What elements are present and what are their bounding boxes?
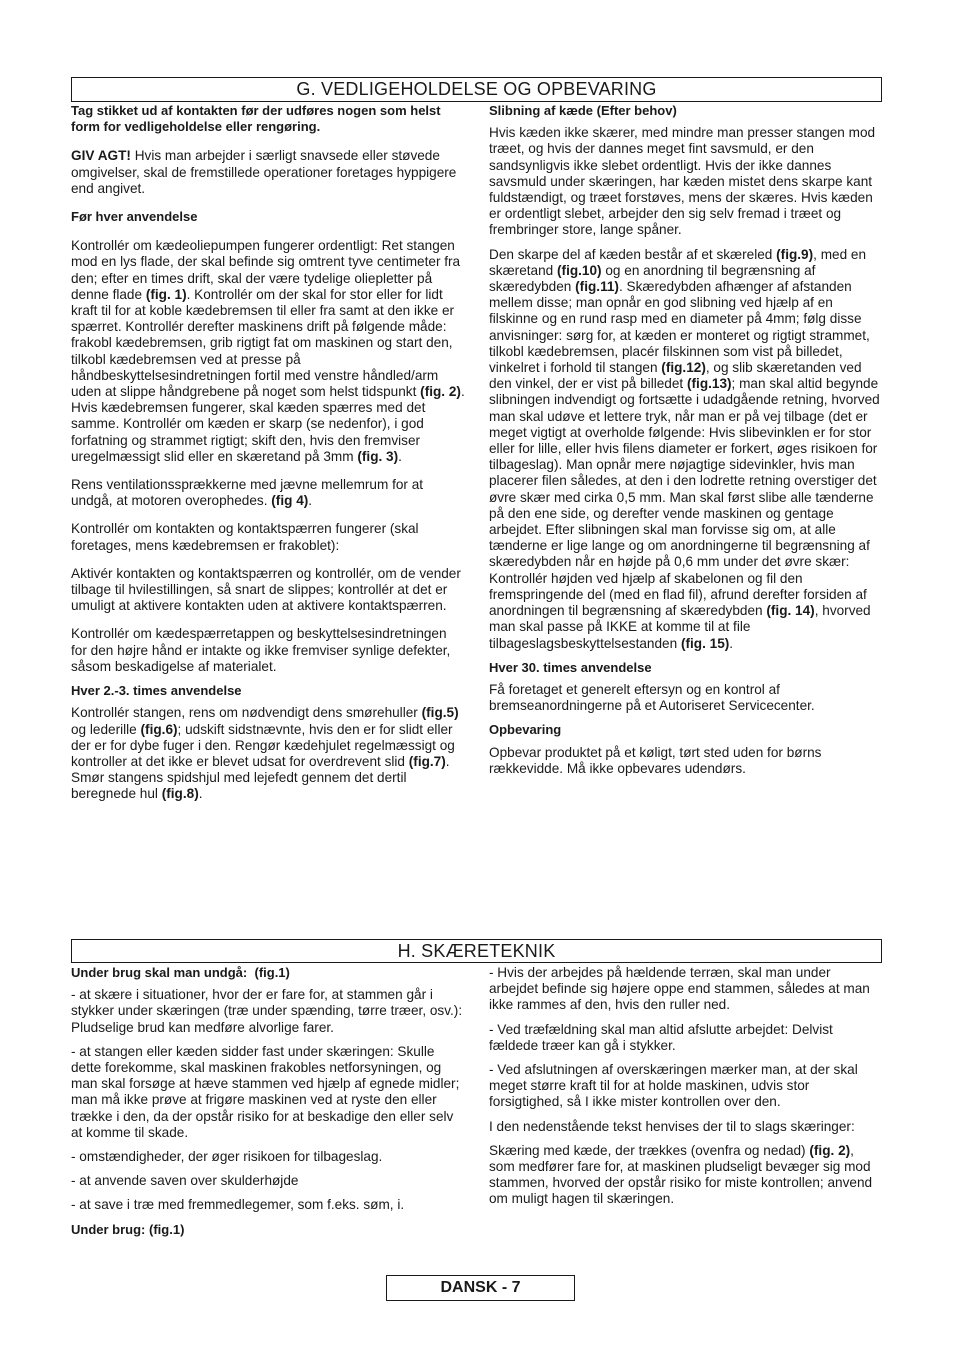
storage-heading: Opbevaring — [489, 722, 562, 738]
fig-ref: (fig.9) — [776, 246, 814, 262]
list-item: - Ved afslutningen af overskæringen mærker man, at der skal meget større kraft til for at holde maskinen, udvis stor forsigtighed, så I ikke mister kontrollen over den. — [489, 1062, 858, 1110]
fig-ref: (fig.8) — [161, 786, 199, 802]
text: Den skarpe del af kæden består af et skæreled — [489, 246, 773, 262]
fig-ref: (fig. 2) — [809, 1142, 851, 1158]
list-item: - Ved træfældning skal man altid afslutte arbejdet: Delvist fældede træer kan gå i stykker. — [489, 1021, 833, 1053]
paragraph-storage: Opbevar produktet på et køligt, tørt sted uden for børns rækkevidde. Må ikke opbevares udendørs. — [489, 744, 822, 776]
text: . Skæredybden afhænger af afstanden mellem disse; man opnår en god slibning ved hjælp af en filskinne og en rund rasp med en diameter på 4mm; følg disse anvisninger: sørg for, at kæden er monteret og rigtigt strammet, tilkobl kædebremsen, placér filskinnen som vist på billedet, vinkelret i forhold til stangen — [489, 279, 870, 376]
fig-ref: (fig. 14) — [766, 603, 815, 619]
fig-ref: (fig.1) — [254, 965, 290, 980]
text: . — [729, 635, 734, 651]
fig-ref: (fig. 1) — [145, 286, 187, 302]
fig-ref: (fig 4) — [271, 493, 309, 509]
text: . Hvis kædebremsen fungerer, skal kæden spærres med det samme. Kontrollér om kæden er skarp (se nedenfor), i god forfatning og strammet rigtigt; skift den, hvis den fremviser uregelmæssigt slid eller en skæretand på 3mm — [71, 384, 465, 464]
fig-ref: (fig.7) — [408, 753, 446, 769]
section-h-right-column — [489, 965, 883, 1216]
text: Under brug skal man undgå: — [71, 965, 248, 980]
fig-ref: (fig.12) — [661, 360, 706, 376]
text: Under brug: — [71, 1221, 146, 1237]
giv-agt-paragraph — [71, 148, 466, 197]
paragraph-switch-activate: Aktivér kontakten og kontaktspærren og kontrollér, om de vender tilbage til hvilestillingen, så snart de slippes; kontrollér at det er umuligt at aktivere kontakten uden at aktivere kontaktspærren. — [71, 565, 461, 614]
text: Kontrollér om kædeoliepumpen fungerer ordentligt: Ret stangen mod en lys flade, der skal befinde sig omtrent tyve centimeter fra den; efter en times drift, skal der være tydelige oliepletter på denne flade — [71, 238, 461, 302]
fig-ref: (fig.13) — [686, 376, 732, 392]
fig-ref: (fig.6) — [140, 721, 178, 737]
paragraph-pull-cut — [489, 1143, 883, 1208]
text: ; man skal altid begynde slibningen indvendigt og fortsætte i udadgående retning, hvorved man skal udøve et lettere tryk, når man er på vej tilbage (det er meget vigtigt at overholde følgende: Hvis slibevinklen er for stor eller for lille, eller hvis filens diameter er forkert, øges risikoen for tilbageslag). Man opnår mere nøjagtige sidevinkler, hvis man placerer filen således, at den i den lodrette retning overstiger det øvre skær med cirka 0,5 mm. Man skal først slibe alle tænderne på den ene side, og derefter vende maskinen og gentage arbejdet. Efter slibningen skal man forvisse sig om, at alle tænderne er lige lange og om anordningerne til begrænsning af skæredybden når en højde på 0,6 mm under det øvre skær: Kontrollér højden ved hjælp af skabelonen og fil den fremspringende del (med en flad fil), afrund derefter forsiden af anordningen til begrænsning af skæredybden — [489, 376, 880, 619]
paragraph-sharpening-procedure — [489, 247, 883, 652]
paragraph-switch-check: Kontrollér om kontakten og kontaktspærren fungerer (skal foretages, mens kædebremsen er frakoblet): — [71, 521, 419, 553]
every-2-3-hours-heading: Hver 2.-3. times anvendelse — [71, 683, 242, 699]
giv-agt-label: GIV AGT! — [71, 148, 131, 164]
list-item: - omstændigheder, der øger risikoen for tilbageslag. — [71, 1149, 383, 1165]
before-use-heading: Før hver anvendelse — [71, 209, 198, 225]
section-g-left-column — [71, 103, 466, 815]
every-30-hours-heading: Hver 30. times anvendelse — [489, 659, 652, 675]
text: og en anordning til begrænsning af skæredybden — [489, 262, 816, 295]
text: Kontrollér stangen, rens om nødvendigt dens smørehuller — [71, 705, 418, 721]
paragraph-sharpening-signs: Hvis kæden ikke skærer, med mindre man presser stangen mod træet, og hvis der dannes meget fint savsmuld, er den sandsynligvis ikke slebet ordentligt. Hvis der ikke dannes savsmuld under skæringen, har kæden mistet dens skarpe kant fuldstændigt, og træet forstøves, mens der skæres. Hvis kæden er ordentligt slebet, arbejder den sig selv fremad i træet og frembringer store, lange spåner. — [489, 125, 876, 238]
text: . Smør stangens spidshjul med lejefedt gennem det dertil beregnede hul — [71, 753, 450, 802]
fig-ref: (fig. 15) — [680, 635, 730, 651]
during-use-heading — [71, 1222, 466, 1238]
fig-ref: (fig.10) — [557, 262, 602, 278]
list-item: - at stangen eller kæden sidder fast under skæringen: Skulle dette forekomme, skal maskinen frakobles netforsyningen, og man skal forsøge at hæve stammen ved hjælp af egnede midler; man må ikke prøve at frigøre maskinen ved at ryste den eller trække i den, da der opstår risiko for at beskadige den eller selv at komme til skade. — [71, 1043, 460, 1140]
text: . — [398, 448, 402, 464]
section-h-title: H. SKÆRETEKNIK — [71, 939, 882, 963]
text: . Kontrollér om der skal for stor eller for lidt kraft til for at koble kædebremsen til eller fra samt at den ikke er spærret. Kontrollér derefter maskinens drift på følgende måde: frakobl kædebremsen, grib rigtigt fat om maskinen og start den, tilkobl kædebremsen ved at presse på håndbeskyttelsesindretningen fortil med venstre håndled/arm uden at slippe håndgrebene på noget som helst tidspunkt — [71, 286, 455, 400]
paragraph-service-check: Få foretaget et generelt eftersyn og en kontrol af bremseanordningerne på et Autoriseret Servicecenter. — [489, 681, 815, 714]
paragraph-ventilation — [71, 477, 466, 509]
list-item: - at skære i situationer, hvor der er fare for, at stammen går i stykker under skæringen (træ under spænding, tørre træer, osv.): Pludselige brud kan medføre alvorlige farer. — [71, 987, 463, 1035]
paragraph-chain-catcher: Kontrollér om kædespærretappen og beskyttelsesindretningen for den højre hånd er intakte og ikke fremviser synlige defekter, såsom beskadigelse af materialet. — [71, 626, 451, 674]
text: ; udskift sidstnævnte, hvis den er for slidt eller der er for dybe fuger i den. Rengør kædehjulet regelmæssigt og kontroller at det ikke er blevet udsat for overdrevent slid — [71, 721, 455, 769]
page-number-label: DANSK - 7 — [386, 1275, 575, 1301]
list-item: - Hvis der arbejdes på hældende terræn, skal man under arbejdet befinde sig højere oppe end stammen, således at man ikke rammes af den, hvis den ruller ned. — [489, 965, 870, 1013]
sharpening-heading: Slibning af kæde (Efter behov) — [489, 103, 677, 118]
text: , hvorved man skal passe på IKKE at komme til at file tilbageslagsbeskyttelsestanden — [489, 603, 871, 651]
section-g-right-column — [489, 103, 883, 789]
text: og lederille — [71, 721, 137, 737]
warning-text: Tag stikket ud af kontakten før der udføres nogen som helst form for vedligeholdelse eller rengøring. — [71, 103, 441, 135]
fig-ref: (fig. 2) — [420, 384, 461, 400]
text: Rens ventilationssprækkerne med jævne mellemrum for at undgå, at motoren overophedes. — [71, 477, 424, 509]
list-item: - at save i træ med fremmedlegemer, som f.eks. søm, i. — [71, 1197, 405, 1213]
fig-ref: (fig.1) — [149, 1221, 185, 1237]
fig-ref: (fig.5) — [421, 705, 459, 721]
paragraph-bar-maintenance — [71, 705, 466, 802]
fig-ref: (fig. 3) — [357, 448, 399, 464]
avoid-heading — [71, 965, 466, 981]
text: , og slib skæretanden ved den vinkel, der er vist på billedet — [489, 360, 862, 392]
text: Skæring med kæde, der trækkes (ovenfra og nedad) — [489, 1142, 806, 1158]
text: . — [198, 786, 203, 802]
section-g-title: G. VEDLIGEHOLDELSE OG OPBEVARING — [71, 77, 882, 102]
section-h-left-column — [71, 965, 466, 1251]
fig-ref: (fig.11) — [575, 279, 619, 295]
text: , med en skæretand — [489, 246, 867, 278]
paragraph-cut-types: I den nedenstående tekst henvises der til to slags skæringer: — [489, 1118, 855, 1134]
giv-agt-text: Hvis man arbejder i særligt snavsede eller støvede omgivelser, skal de fremstillede operationer foretages hyppigere end angivet. — [71, 148, 457, 196]
list-item: - at anvende saven over skulderhøjde — [71, 1173, 299, 1189]
paragraph-oil-pump — [71, 238, 466, 465]
text: . — [308, 493, 313, 509]
text: , som medfører fare for, at maskinen pludseligt bevæger sig mod stammen, hvorved der opstår risiko for miste kontrollen; anvend om muligt hagen til skæringen. — [489, 1142, 873, 1207]
